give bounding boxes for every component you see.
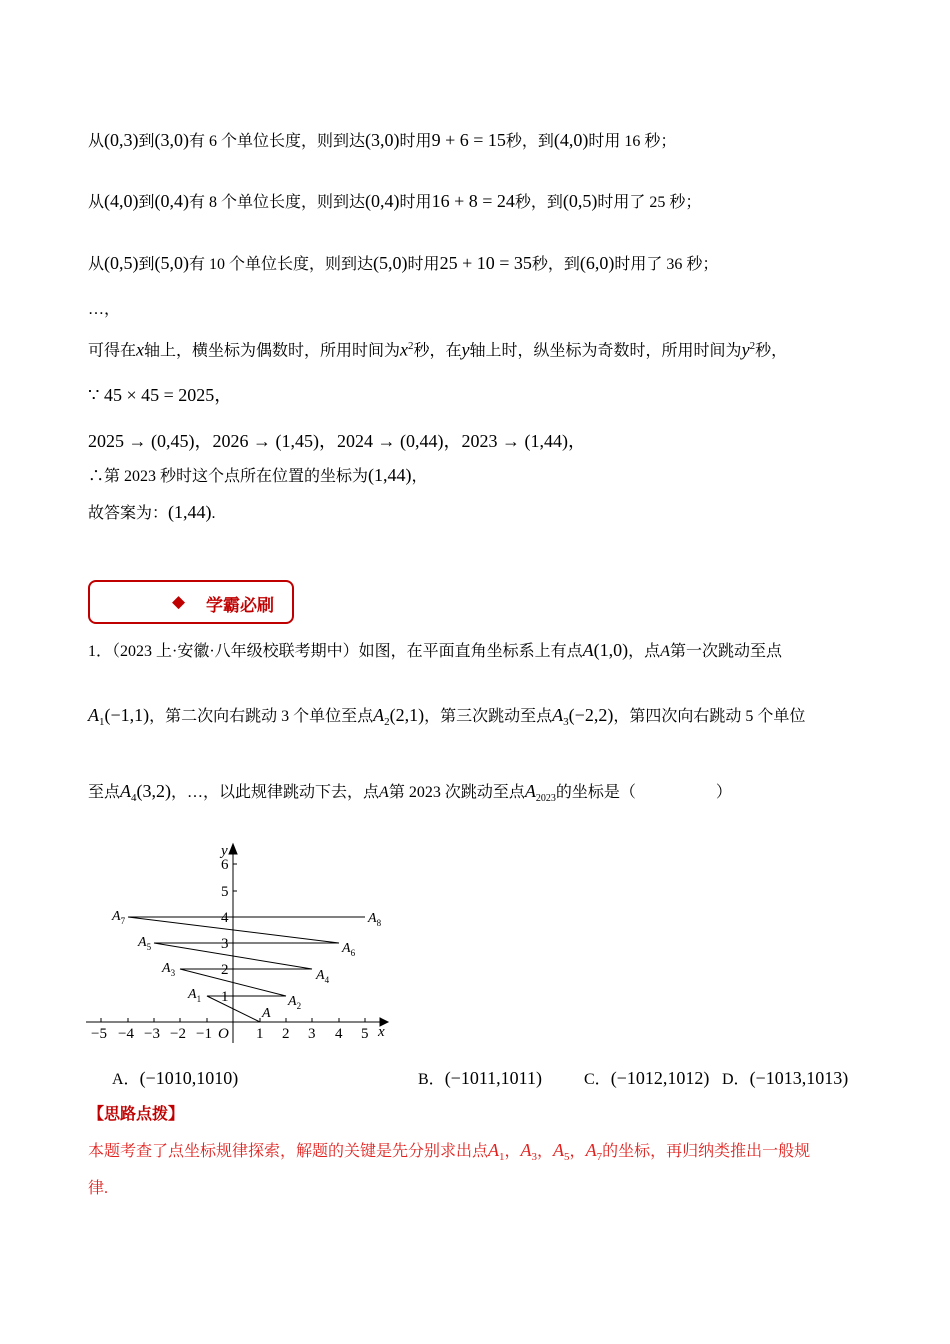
hint-line-1: 本题考查了点坐标规律探索，解题的关键是先分别求出点$A_1$，$A_3$，$A_5$，$A_7$的坐标，再归纳类推出一般规 — [88, 1140, 811, 1164]
section-header — [88, 580, 294, 624]
y-tick-label: 3 — [221, 936, 229, 952]
x-tick-label: 2 — [282, 1026, 290, 1042]
point-label-A8: $A_8$ — [368, 911, 382, 928]
option-c[interactable]: C．(−1012,1012) — [584, 1068, 710, 1088]
hint-line-2: 律. — [88, 1180, 109, 1197]
solution-line-6: ∵ 45 × 45 = 2025， — [88, 385, 233, 405]
question-line-1: 1．（2023 上·安徽·八年级校联考期中）如图，在平面直角坐标系上有点A(1,0)，点A第一次跳动至点 — [88, 640, 782, 660]
y-axis-label: y — [221, 843, 228, 859]
solution-line-2: 从(4,0)到(0,4)有 8 个单位长度，则到达(0,4)时用16 + 8 = 24秒，到(0,5)时用了 25 秒； — [88, 191, 702, 211]
point-label-A5: $A_5$ — [138, 935, 152, 952]
point-label-A2: $A_2$ — [288, 994, 302, 1011]
y-arrow — [229, 844, 237, 854]
x-tick-label: 4 — [335, 1026, 343, 1042]
solution-line-9: 故答案为：(1,44). — [88, 502, 216, 522]
point-label-A: A — [262, 1006, 271, 1021]
y-tick-label: 5 — [221, 884, 229, 900]
option-a[interactable]: A．(−1010,1010) — [112, 1068, 239, 1088]
x-tick-label: −2 — [170, 1026, 186, 1042]
solution-line-8: ∴第 2023 秒时这个点所在位置的坐标为(1,44)， — [88, 465, 428, 485]
origin-label: O — [218, 1026, 229, 1042]
x-tick-label: −3 — [144, 1026, 160, 1042]
x-tick-label: 3 — [308, 1026, 316, 1042]
x-tick-label: 5 — [361, 1026, 369, 1042]
point-label-A7: $A_7$ — [112, 909, 126, 926]
x-tick-label: −1 — [196, 1026, 212, 1042]
y-tick-label: 1 — [221, 989, 229, 1005]
coordinate-figure — [80, 838, 400, 1048]
section-title: 学霸必刷 — [206, 596, 274, 615]
x-axis-label: x — [378, 1024, 385, 1040]
x-tick-label: −4 — [118, 1026, 134, 1042]
solution-line-3: 从(0,5)到(5,0)有 10 个单位长度，则到达(5,0)时用25 + 10 = 35秒，到(6,0)时用了 36 秒； — [88, 253, 719, 273]
point-label-A6: $A_6$ — [342, 941, 356, 958]
solution-ellipsis: …， — [88, 301, 121, 318]
question-line-3: 至点$A_4(3,2)$，…，以此规律跳动下去，点A第 2023 次跳动至点$A_{2023}$的坐标是（ ） — [88, 781, 732, 805]
x-tick-label: 1 — [256, 1026, 264, 1042]
solution-line-1: 从(0,3)到(3,0)有 6 个单位长度，则到达(3,0)时用9 + 6 = 15秒，到(4,0)时用 16 秒； — [88, 130, 677, 150]
option-d[interactable]: D．(−1013,1013) — [722, 1068, 849, 1088]
y-tick-label: 2 — [221, 962, 229, 978]
diamond-icon: ◆ — [172, 592, 186, 611]
point-label-A1: $A_1$ — [188, 987, 202, 1004]
point-label-A4: $A_4$ — [316, 968, 330, 985]
y-tick-label: 4 — [221, 910, 229, 926]
hint-title: 【思路点拨】 — [88, 1106, 185, 1123]
x-tick-label: −5 — [91, 1026, 107, 1042]
solution-line-7: 2025 → (0,45)，2026 → (1,45)，2024 → (0,44)，2023 → (1,44)， — [88, 431, 586, 451]
y-tick-label: 6 — [221, 857, 229, 873]
point-label-A3: $A_3$ — [162, 961, 176, 978]
option-b[interactable]: B．(−1011,1011) — [418, 1068, 542, 1088]
solution-line-5: 可得在x轴上，横坐标为偶数时，所用时间为$x^2$秒，在y轴上时，纵坐标为奇数时，所用时间为$y^2$秒， — [88, 339, 788, 360]
question-line-2: $A_1(-1,1)$，第二次向右跳动 3 个单位至点$A_2(2,1)$，第三次跳动至点$A_3(-2,2)$，第四次向右跳动 5 个单位 — [88, 705, 806, 729]
